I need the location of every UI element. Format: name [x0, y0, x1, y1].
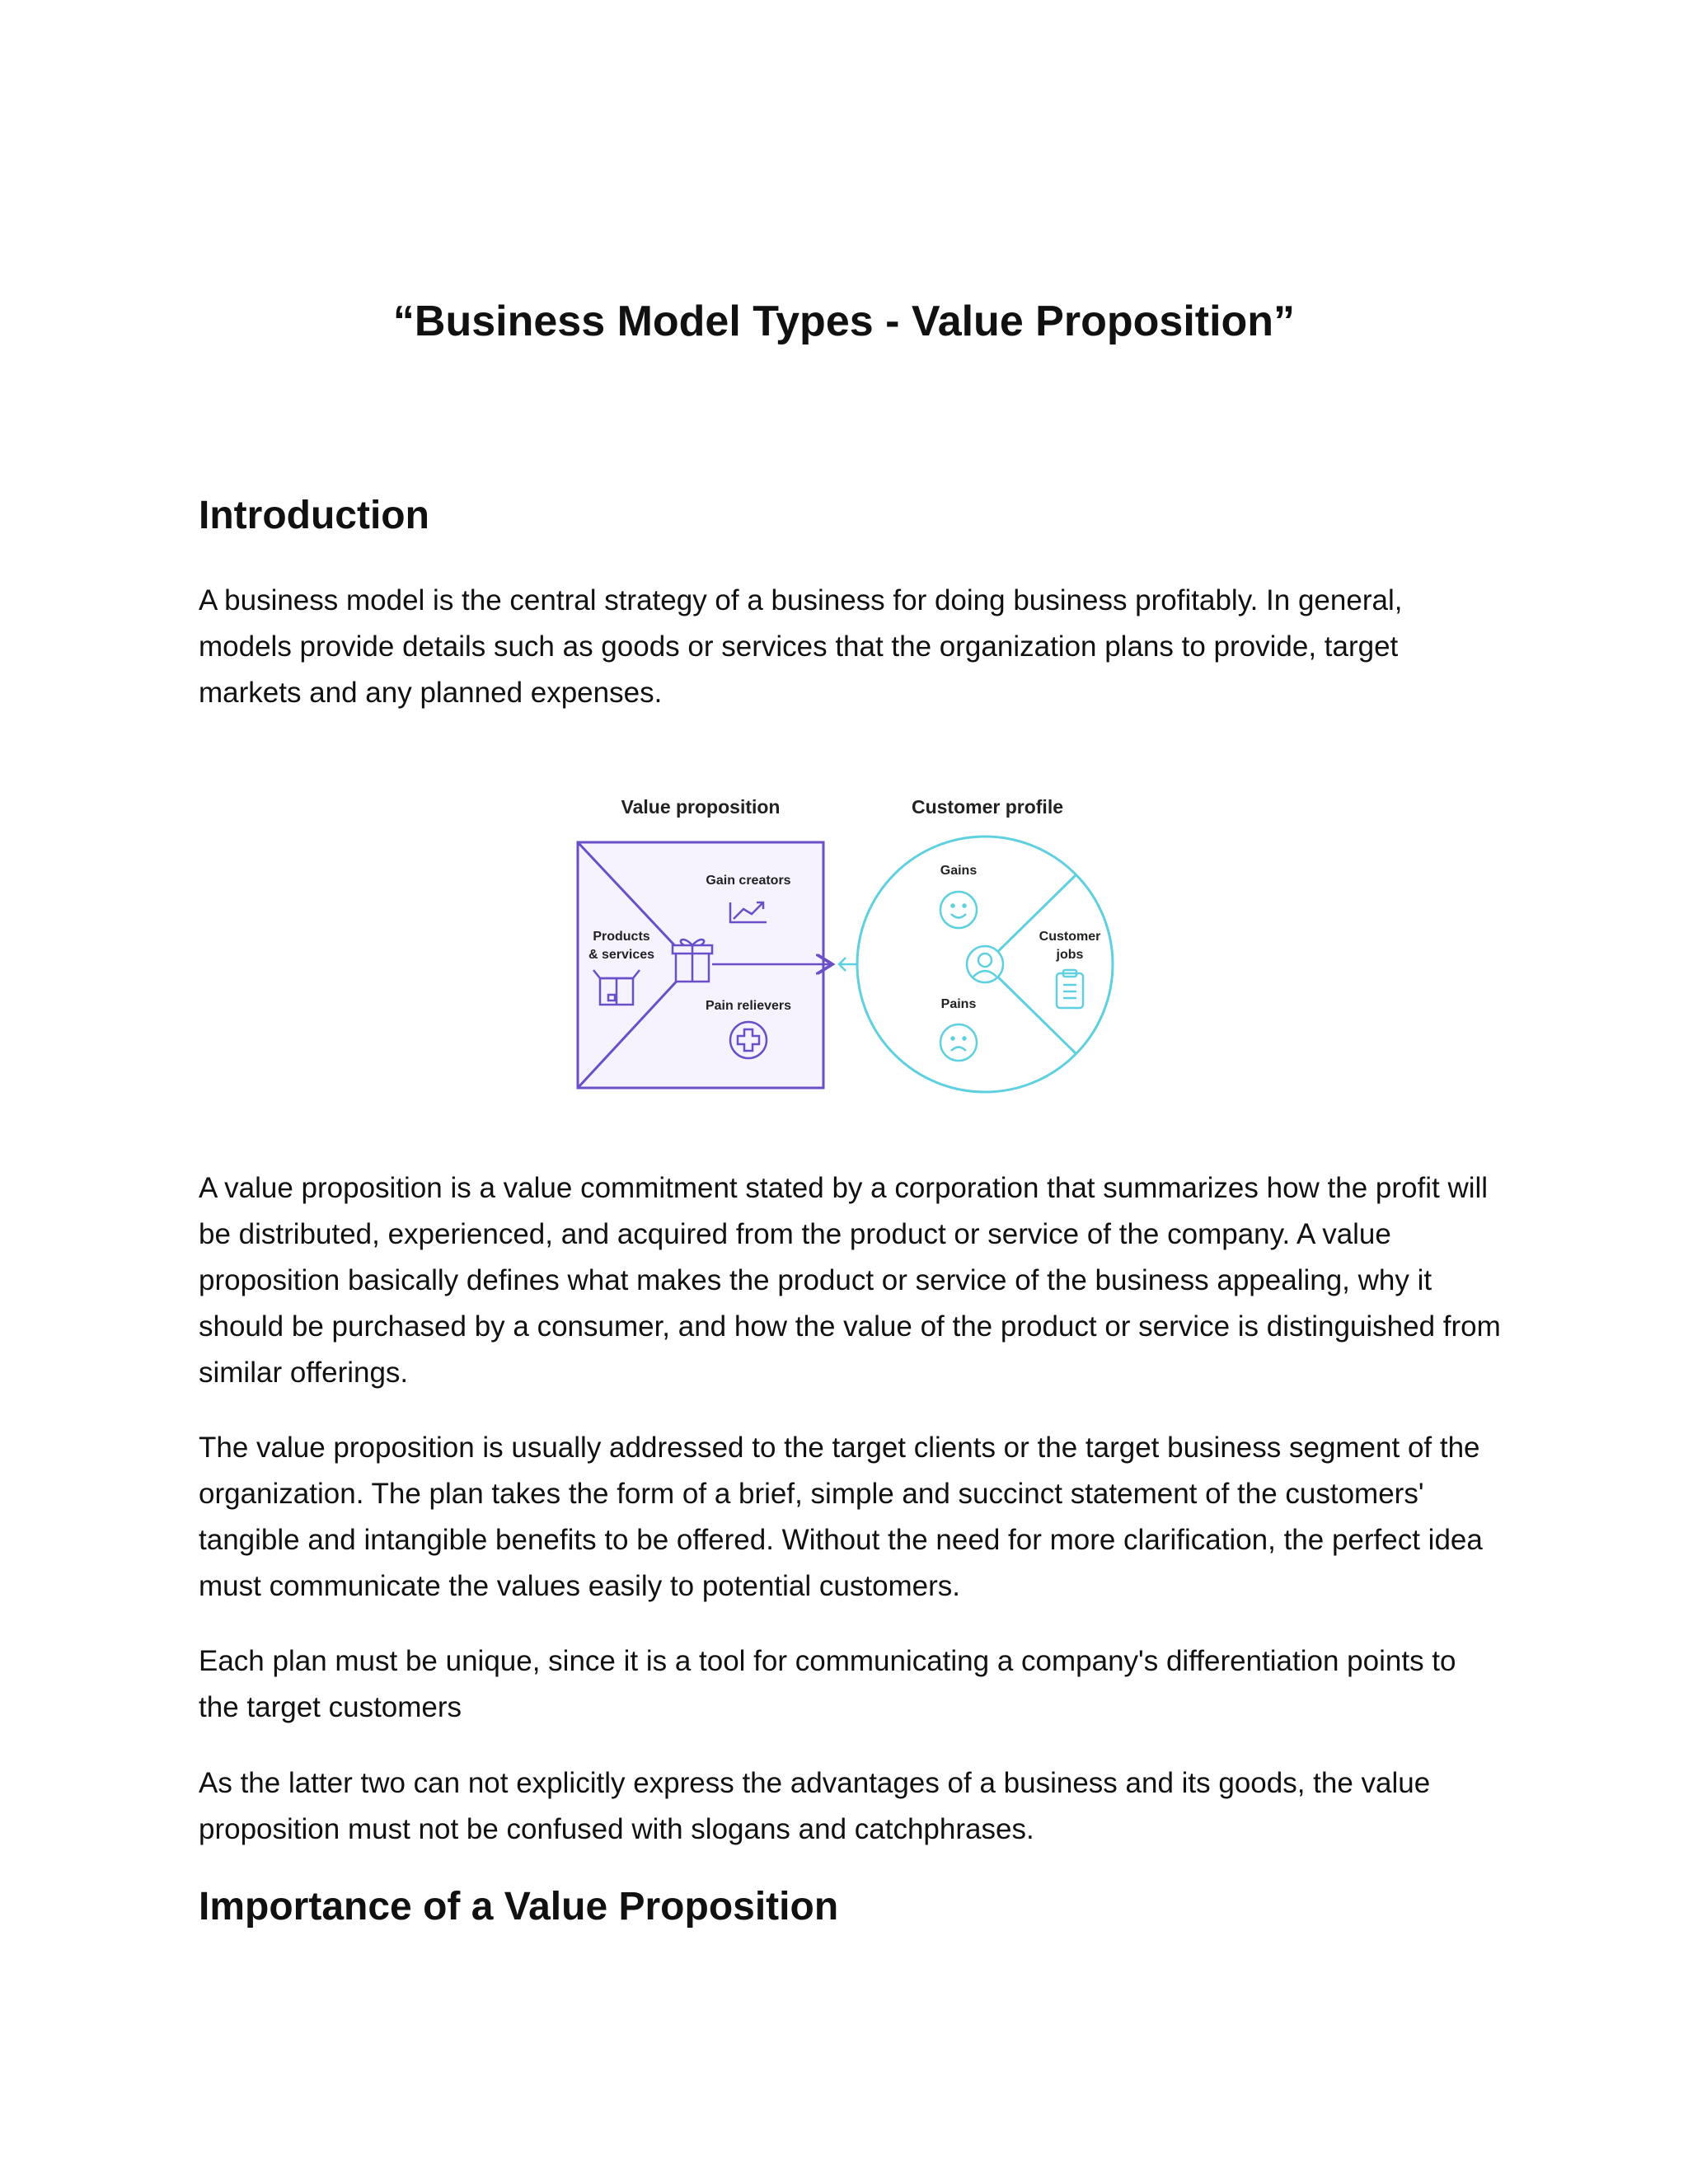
pain-relievers-label: Pain relievers [705, 999, 792, 1013]
products-label-line1: Products [593, 930, 650, 944]
paragraph-slogans: As the latter two can not explicitly express the advantages of a business and its goods, the value proposition must not be confused with slogans and catchphrases. [199, 1767, 1431, 1845]
section-heading-introduction: Introduction [199, 494, 429, 537]
customer-jobs-label-line2: jobs [1056, 948, 1084, 962]
customer-jobs-label-line1: Customer [1039, 930, 1101, 944]
products-label-line2: & services [588, 948, 655, 962]
paragraph-value-proposition-definition: A value proposition is a value commitment stated by a corporation that summarizes how the profit will be distributed, experienced, and acquired from the product or service of the company. A value proposition basically defines what makes the product or service of the business appealing, why it should be purchased by a consumer, and how the value of the product or service is distinguished from similar offerings. [199, 1172, 1501, 1389]
document-title: “Business Model Types - Value Proposition” [392, 298, 1296, 345]
gift-icon [673, 940, 712, 982]
section-heading-importance: Importance of a Value Proposition [199, 1885, 839, 1929]
gain-creators-label: Gain creators [706, 874, 791, 888]
paragraph-target-clients: The value proposition is usually addressed to the target clients or the target business segment of the organization. The plan takes the form of a brief, simple and succinct statement of the customers' tangible and intangible benefits to be offered. Without the need for more clarification, the perfect idea must communicate the values easily to potential customers. [199, 1432, 1483, 1602]
customer-profile-title: Customer profile [911, 796, 1064, 818]
value-proposition-canvas-diagram [569, 787, 1129, 1100]
user-icon [967, 946, 1003, 982]
pains-label: Pains [940, 997, 977, 1011]
value-proposition-title: Value proposition [621, 796, 781, 818]
gains-label: Gains [940, 864, 978, 878]
paragraph-business-model: A business model is the central strategy of a business for doing business profitably. In general, models provide details such as goods or services that the organization plans to provide, target markets and any planned expenses. [199, 584, 1403, 709]
diagram-svg [569, 787, 1129, 1100]
paragraph-unique-plan: Each plan must be unique, since it is a tool for communicating a company's differentiation points to the target customers [199, 1645, 1456, 1723]
